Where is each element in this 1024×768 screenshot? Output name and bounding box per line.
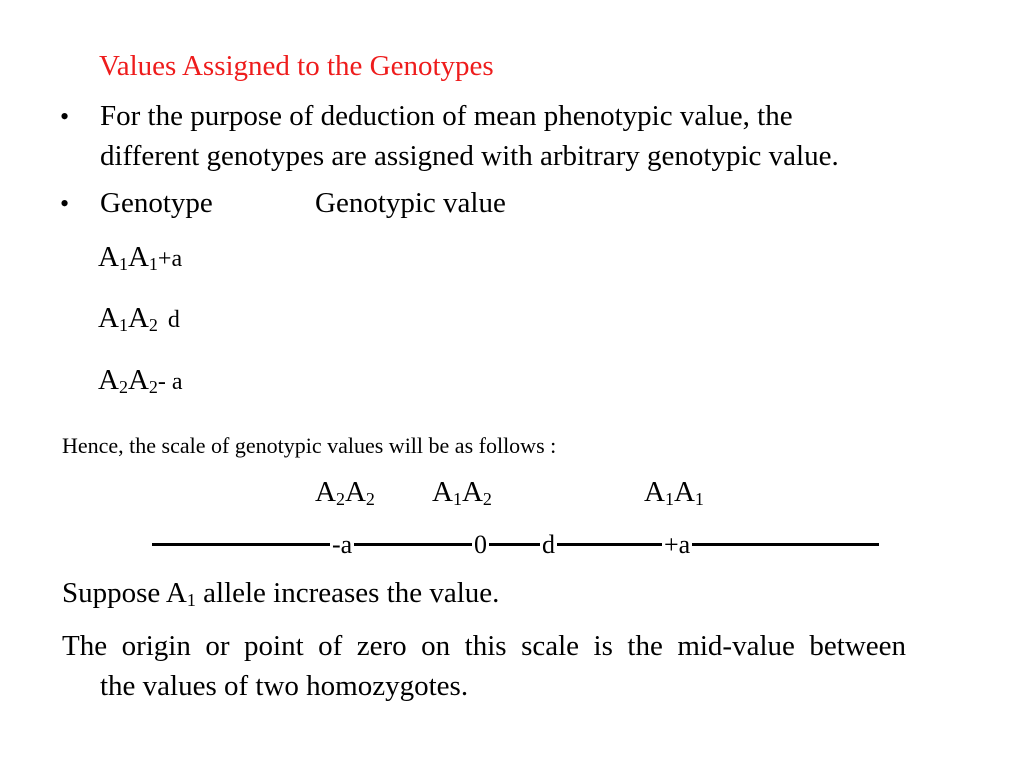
origin-line2: the values of two homozygotes. [100, 670, 469, 702]
allele-b: A [127, 241, 149, 273]
allele-b: A [461, 476, 483, 508]
genotype-header: Genotype [100, 187, 213, 219]
scale-label-a1a1 [644, 476, 704, 510]
genotypic-value: - a [157, 369, 183, 395]
allele-sub-2: 1 [148, 254, 158, 274]
allele-a: A [432, 476, 453, 508]
bullet1-line2: different genotypes are assigned with arbitrary genotypic value. [100, 140, 839, 172]
genotypic-value: d [167, 307, 180, 333]
scale-line [152, 543, 879, 546]
allele-a: A [315, 476, 336, 508]
bullet1-line1: For the purpose of deduction of mean phenotypic value, the [100, 100, 793, 132]
scale-label-a1a2 [432, 476, 492, 510]
allele-sub-2: 2 [148, 377, 158, 397]
genotypic-value: +a [157, 246, 183, 272]
allele-sub-2: 2 [482, 489, 492, 509]
allele-a: A [98, 302, 119, 334]
allele-sub-2: 1 [694, 489, 704, 509]
scale-tick-minus-a: -a [332, 530, 353, 559]
allele-b: A [127, 364, 149, 396]
suppose-sub: 1 [186, 590, 196, 610]
allele-sub-1: 1 [118, 315, 128, 335]
allele-a: A [98, 364, 119, 396]
allele-b: A [673, 476, 695, 508]
allele-a: A [644, 476, 665, 508]
allele-sub-1: 2 [118, 377, 128, 397]
genotypic-value-header: Genotypic value [315, 187, 506, 219]
scale-label-a2a2 [315, 476, 375, 510]
slide-title: Values Assigned to the Genotypes [99, 50, 494, 82]
genotype-row-1 [98, 241, 182, 275]
allele-b: A [344, 476, 366, 508]
suppose-text [62, 573, 499, 620]
genotype-row-3 [98, 364, 183, 398]
hence-text: Hence, the scale of genotypic values will be as follows : [62, 433, 557, 458]
bullet-marker: • [60, 189, 70, 218]
scale-tick-zero: 0 [474, 530, 487, 559]
genotype-row-2 [98, 302, 180, 336]
allele-sub-1: 1 [452, 489, 462, 509]
suppose-post: allele increases the value. [195, 577, 500, 609]
allele-b: A [127, 302, 149, 334]
suppose-pre: Suppose A [62, 577, 187, 609]
allele-sub-1: 1 [118, 254, 128, 274]
allele-sub-2: 2 [365, 489, 375, 509]
allele-a: A [98, 241, 119, 273]
allele-sub-2: 2 [148, 315, 158, 335]
bullet-marker: • [60, 102, 70, 131]
allele-sub-1: 1 [664, 489, 674, 509]
allele-sub-1: 2 [335, 489, 345, 509]
scale-tick-d: d [542, 530, 555, 559]
scale-tick-plus-a: +a [664, 530, 691, 559]
origin-line1: The origin or point of zero on this scale is the mid-value between [62, 630, 907, 662]
